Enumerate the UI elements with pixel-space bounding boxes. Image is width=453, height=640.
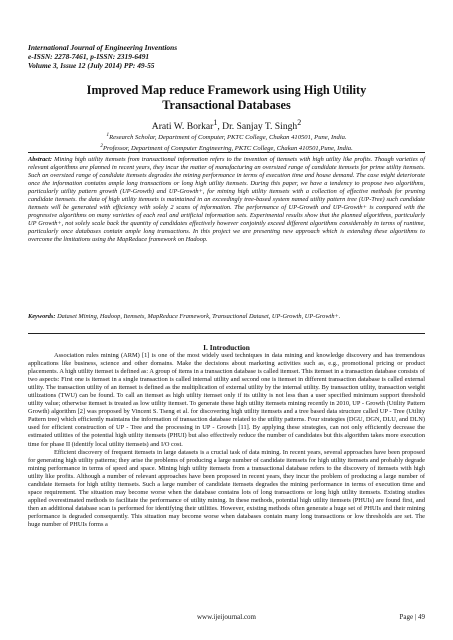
author-2: Dr. Sanjay T. Singh [222, 121, 298, 133]
author-2-sup: 2 [297, 118, 302, 127]
author-list [28, 117, 425, 132]
author-1-sup: 1 [213, 118, 218, 127]
body-text [28, 352, 425, 529]
body-paragraph-2: Efficient discovery of frequent itemsets in large datasets is a crucial task of data mining. In recent years, several approaches have been proposed for generating high utility patterns; they arise the problems of producing a large number of candidate itemsets for high utility itemsets and probably degrade mining performance in terms of speed and space. Mining high utility itemsets from a transactional database refers to the discovery of itemsets with high utility like profits. Although a number of relevant approaches have been proposed in recent years, they incur the problem of producing a large number of candidate itemsets for high utility itemsets. Such a large number of candidate itemsets degrades the mining performance in terms of execution time and space requirement. The situation may become worse when the database contains lots of long transactions or long high utility itemsets. Existing studies applied overestimated methods to facilitate the performance of utility mining. In these methods, potential high utility itemsets (PHUIs) are found first, and then an additional database scan is performed for identifying their utilities. However, existing methods often generate a huge set of PHUIs and their mining performance is degraded consequently. This situation may become worse when databases contain many long transactions or low thresholds are set. The huge number of PHUIs forms a [28, 448, 425, 528]
keywords-label: Keywords: [28, 313, 56, 320]
journal-issn: e-ISSN: 2278-7461, p-ISSN: 2319-6491 [28, 52, 150, 61]
affiliation-1-text: Research Scholar, Department of Computer, PKTC College, Chakan 410501, Pune, India. [109, 134, 347, 142]
footer-page-number: Page | 49 [399, 613, 425, 621]
journal-volume: Volume 3, Issue 12 (July 2014) PP: 49-55 [28, 61, 155, 70]
author-separator: , [217, 121, 223, 133]
abstract-text: Mining high utility itemsets from transactional information refers to the invention of itemsets with high utility like profits. Though varieties of relevant algorithms are planned in recent years, they incur the matter of manufacturing an oversized range of candidate itemsets for prime utility itemsets. Such an oversized range of candidate itemsets degrades the mining performance in terms of execution time and house demand. The case might deteriorate once the information contains ample long transactions or long high utility itemsets. During this paper, we have a tendency to propose two algorithms, particularly utility pattern growth (UP-Growth) and UP-Growth+, for mining high utility itemsets with a collection of effective methods for pruning candidate itemsets. the data of high utility itemsets is maintained in an exceedingly tree-based system named utility pattern tree (UP-Tree) such candidate itemsets will be generated with efficiency with solely 2 scans of information. The performance of UP-Growth and UP-Growth+ is compared with the progressive algorithms on many varieties of each real and artificial information sets. Experimental results show that the planned algorithms, particularly UP Growth+, not solely scale back the quantity of candidates effectively however conjointly exceed different algorithms considerably in terms of runtime, particularly once databases contain ample long transactions. In this project we are presenting new approach which is extending these algorithms to overcome the limitations using the MapReduce framework on Hadoop. [28, 156, 425, 244]
affiliation-2-sup: 2 [100, 143, 103, 150]
journal-name: International Journal of Engineering Inventions [28, 43, 178, 52]
abstract-bottom-rule [28, 333, 425, 334]
footer-url: www.ijeijournal.com [196, 613, 257, 621]
paper-title [28, 83, 425, 112]
abstract [28, 156, 425, 245]
title-line-1: Improved Map reduce Framework using High Utility [86, 83, 367, 97]
affiliations [28, 131, 425, 154]
title-line-2: Transactional Databases [162, 97, 291, 112]
affiliation-2-text: Professor, Department of Computer Engineering, PKTC College, Chakan 410501,Pune, India. [102, 145, 353, 153]
abstract-label: Abstract: [28, 156, 52, 163]
body-paragraph-1: Association rules mining (ARM) [1] is one of the most widely used techniques in data mining and knowledge discovery and has tremendous applications like business, science and other domains. Make the decisions about marketing activities such as, e.g., promotional pricing or product placements. A high utility itemset is defined as: A group of items in a transaction database is called itemset. This itemset in a transaction database consists of two aspects: First one is itemset in a single transaction is called internal utility and second one is itemset in different transaction database is called external utility. The transaction utility of an itemset is defined as the multiplication of external utility by the internal utility. By transaction utility, transaction weight utilizations (TWU) can be found. To call an itemset as high utility itemset only if its utility is not less than a user specified minimum support threshold utility value; otherwise itemset is treated as low utility itemset. To generate these high utility itemsets mining recently in 2010, UP - Growth (Utility Pattern Growth) algorithm [2] was proposed by Vincent S. Tseng et al. for discovering high utility itemsets and a tree based data structure called UP - Tree (Utility Pattern tree) which efficiently maintains the information of transaction database related to the utility patterns. Four strategies (DGU, DGN, DLU, and DLN) used for efficient construction of UP - Tree and the processing in UP - Growth [11]. By applying these strategies, can not only efficiently decrease the estimated utilities of the potential high utility itemsets (PHUI) but also effectively reduce the number of candidates but this algorithm takes more execution time for phase II (identify local utility itemsets) and I/O cost. [28, 352, 425, 448]
abstract-top-rule [28, 152, 425, 153]
section-heading: I. Introduction [203, 343, 250, 352]
journal-header [28, 43, 328, 70]
keywords-text: Dataset Mining, Hadoop, Itemsets, MapReduce Framework, Transactional Dataset, UP-Growth, UP-Growth+. [57, 313, 341, 320]
affiliation-1 [28, 131, 425, 142]
affiliation-1-sup: 1 [106, 132, 110, 138]
keywords [28, 313, 425, 321]
author-1: Arati W. Borkar [151, 121, 214, 133]
